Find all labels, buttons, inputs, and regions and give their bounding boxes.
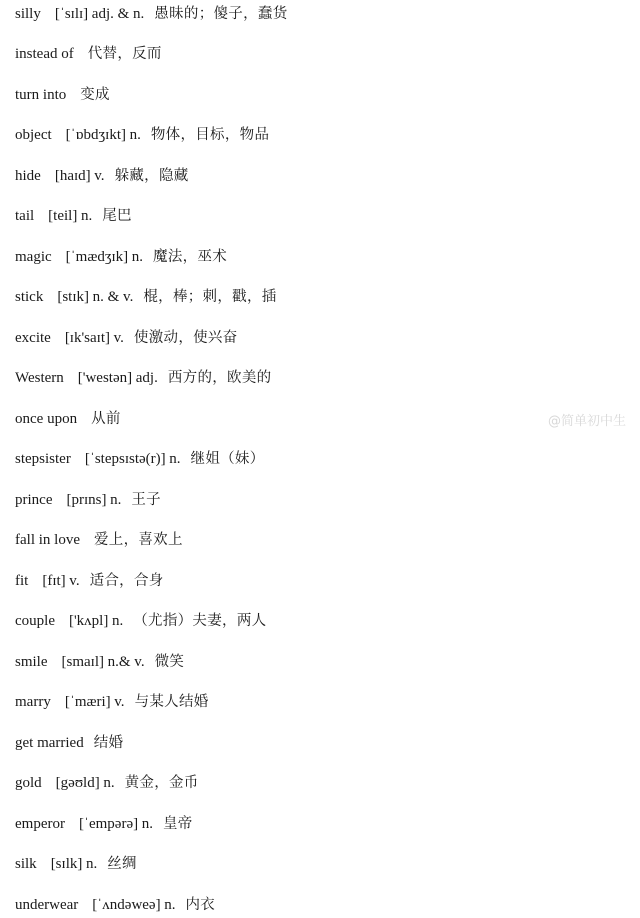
vocab-word: gold — [15, 775, 42, 791]
vocab-phonetic: [gəʊld] — [55, 775, 100, 791]
vocab-word: silly — [15, 6, 41, 22]
vocab-word: object — [15, 127, 52, 143]
vocab-word: fit — [15, 573, 29, 589]
vocab-meaning: 棍，棒；刺，戳，插 — [143, 289, 277, 305]
vocab-pos: n. — [131, 249, 144, 265]
vocab-phonetic: [stɪk] — [57, 289, 90, 305]
vocab-meaning: 愚昧的；傻子，蠢货 — [154, 6, 288, 22]
vocab-pos: n. — [85, 856, 98, 872]
vocab-phonetic: [ˈstepsɪstə(r)] — [84, 451, 166, 467]
vocab-word: silk — [15, 856, 37, 872]
vocab-entry — [15, 285, 277, 309]
vocab-meaning: 皇帝 — [162, 816, 193, 832]
vocab-phonetic: [ˈmædʒɪk] — [65, 249, 129, 265]
vocab-meaning: 内衣 — [185, 897, 216, 913]
vocab-entry — [15, 650, 184, 674]
vocab-meaning: 使激动，使兴奋 — [133, 330, 238, 346]
vocab-pos: n. — [129, 127, 141, 143]
vocab-meaning: 丝绸 — [107, 856, 137, 872]
vocab-word: marry — [15, 694, 51, 710]
vocab-phonetic: [prɪns] — [66, 492, 107, 508]
vocab-entry — [15, 204, 132, 228]
vocab-phonetic: ['kʌpl] — [68, 613, 109, 629]
vocab-pos: n. — [111, 613, 124, 629]
vocab-word: get married — [15, 735, 84, 751]
vocab-meaning: 继姐（妹） — [190, 451, 265, 467]
vocab-entry — [15, 83, 110, 107]
vocab-word: once upon — [15, 411, 78, 427]
vocab-phonetic: [ˈɒbdʒɪkt] — [65, 127, 126, 143]
vocab-entry — [15, 893, 215, 917]
vocab-word: smile — [15, 654, 48, 670]
vocab-pos: v. — [113, 330, 124, 346]
vocab-phonetic: [ˈʌndəweə] — [92, 897, 161, 913]
vocab-entry — [15, 164, 189, 188]
vocab-meaning: 微笑 — [154, 654, 185, 670]
vocab-pos: n. — [103, 775, 115, 791]
vocab-pos: adj. & n. — [91, 6, 145, 22]
vocab-phonetic: [ˈmæri] — [64, 694, 111, 710]
vocab-entry — [15, 2, 288, 26]
vocab-meaning: 与某人结婚 — [134, 694, 209, 710]
vocab-pos: v. — [94, 168, 105, 184]
vocab-pos: adj. — [135, 370, 158, 386]
vocab-meaning: 尾巴 — [102, 208, 132, 224]
vocab-entry — [15, 528, 183, 552]
vocab-phonetic: ['westən] — [77, 370, 133, 386]
vocab-entry — [15, 609, 266, 633]
vocab-word: hide — [15, 168, 41, 184]
vocab-entry — [15, 852, 137, 876]
vocab-pos: n. — [141, 816, 153, 832]
vocab-pos: v. — [114, 694, 125, 710]
vocab-word: stick — [15, 289, 44, 305]
vocab-meaning: 黄金，金币 — [124, 775, 199, 791]
vocab-entry — [15, 42, 162, 66]
vocab-meaning: 魔法，巫术 — [153, 249, 228, 265]
vocab-meaning: 西方的，欧美的 — [167, 370, 272, 386]
vocab-phonetic: [ɪk'saɪt] — [64, 330, 111, 346]
vocab-entry — [15, 123, 269, 147]
vocab-phonetic: [sɪlk] — [50, 856, 83, 872]
vocab-meaning: 躲藏，隐藏 — [114, 168, 189, 184]
vocab-pos: n. — [164, 897, 176, 913]
vocab-meaning: 结婚 — [93, 735, 124, 751]
vocab-pos: n. & v. — [92, 289, 134, 305]
vocab-entry — [15, 447, 265, 471]
vocab-phonetic: [ˈempərə] — [78, 816, 139, 832]
vocab-word: tail — [15, 208, 35, 224]
vocab-meaning: 代替，反而 — [87, 46, 162, 62]
watermark: @简单初中生 — [548, 414, 627, 429]
vocab-meaning: 从前 — [91, 411, 121, 427]
vocab-entry — [15, 812, 193, 836]
vocab-entry — [15, 731, 123, 755]
vocab-meaning: 物体，目标，物品 — [150, 127, 270, 143]
vocab-entry — [15, 366, 271, 390]
vocab-entry — [15, 488, 161, 512]
vocab-word: couple — [15, 613, 55, 629]
vocab-word: turn into — [15, 87, 67, 103]
vocab-word: Western — [15, 370, 64, 386]
vocab-meaning: （尤指）夫妻，两人 — [133, 613, 267, 629]
vocab-pos: n. — [80, 208, 93, 224]
vocab-entry — [15, 326, 238, 350]
vocab-word: magic — [15, 249, 52, 265]
vocab-phonetic: [haɪd] — [54, 168, 91, 184]
vocab-word: stepsister — [15, 451, 71, 467]
vocab-entry — [15, 569, 164, 593]
vocab-phonetic: [ˈsɪlɪ] — [54, 6, 89, 22]
vocab-word: instead of — [15, 46, 74, 62]
vocab-word: underwear — [15, 897, 79, 913]
vocab-entry — [15, 690, 209, 714]
vocab-entry — [15, 245, 227, 269]
vocab-meaning: 王子 — [131, 492, 161, 508]
vocab-phonetic: [fɪt] — [42, 573, 66, 589]
vocab-phonetic: [teil] — [48, 208, 78, 224]
vocab-pos: n. — [110, 492, 122, 508]
vocab-word: prince — [15, 492, 53, 508]
vocab-word: fall in love — [15, 532, 80, 548]
vocab-pos: n.& v. — [107, 654, 145, 670]
vocab-meaning: 爱上，喜欢上 — [93, 532, 183, 548]
vocab-entry — [15, 771, 199, 795]
vocab-meaning: 变成 — [80, 87, 110, 103]
vocab-word: excite — [15, 330, 51, 346]
vocab-meaning: 适合，合身 — [89, 573, 164, 589]
vocab-phonetic: [smaɪl] — [61, 654, 104, 670]
vocab-pos: v. — [69, 573, 80, 589]
vocab-pos: n. — [169, 451, 181, 467]
vocab-word: emperor — [15, 816, 65, 832]
vocab-entry — [15, 407, 121, 431]
